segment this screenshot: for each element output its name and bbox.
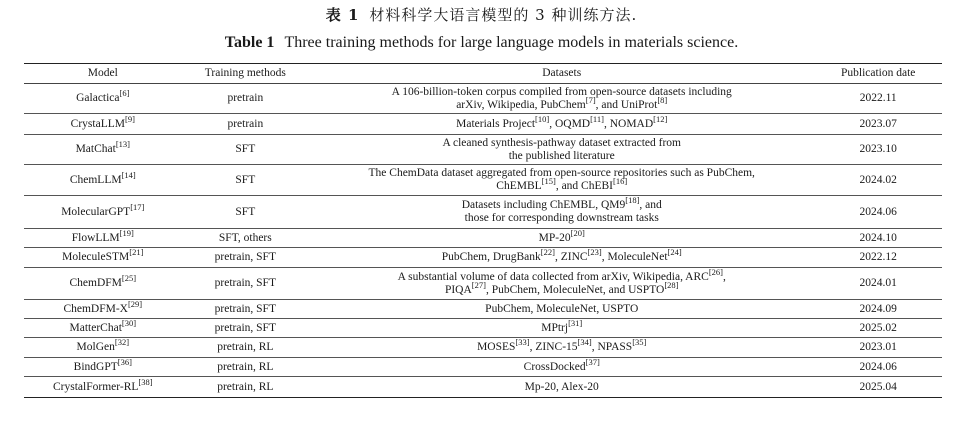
method-cell: pretrain	[182, 114, 309, 135]
table-row	[24, 229, 942, 248]
datasets-cell: The ChemData dataset aggregated from open-source repositories such as PubChem, ChEMBL[15], and ChEBI[16]	[309, 165, 814, 196]
date-cell: 2022.11	[814, 84, 942, 114]
method-cell: SFT, others	[182, 229, 309, 248]
table-row	[24, 165, 942, 196]
table-row	[24, 114, 942, 135]
table-row	[24, 319, 942, 338]
date-cell: 2024.06	[814, 196, 942, 229]
datasets-cell: Datasets including ChEMBL, QM9[18], and those for corresponding downstream tasks	[309, 196, 814, 229]
datasets-cell: MPtrj[31]	[309, 319, 814, 338]
table-row	[24, 135, 942, 165]
date-cell: 2024.02	[814, 165, 942, 196]
datasets-cell: CrossDocked[37]	[309, 358, 814, 377]
header-datasets: Datasets	[309, 64, 814, 84]
model-cell: MatterChat[30]	[24, 319, 182, 338]
datasets-cell: MOSES[33], ZINC-15[34], NPASS[35]	[309, 338, 814, 358]
model-cell: ChemDFM[25]	[24, 268, 182, 300]
methods-table	[24, 63, 942, 398]
method-cell: pretrain, SFT	[182, 248, 309, 268]
date-cell: 2025.02	[814, 319, 942, 338]
table-header-row	[24, 64, 942, 84]
datasets-cell: PubChem, DrugBank[22], ZINC[23], MoleculeNet[24]	[309, 248, 814, 268]
date-cell: 2023.10	[814, 135, 942, 165]
method-cell: pretrain, RL	[217, 380, 274, 393]
table-row	[24, 300, 942, 319]
datasets-cell: A substantial volume of data collected from arXiv, Wikipedia, ARC[26], PIQA[27], PubChem, MoleculeNet, and USPTO[28]	[309, 268, 814, 300]
caption-zh-label: 表 1	[325, 6, 360, 24]
date-cell: 2022.12	[814, 248, 942, 268]
datasets-cell: PubChem, MoleculeNet, USPTO	[309, 300, 814, 319]
date-cell: 2024.01	[814, 268, 942, 300]
date-cell: 2024.10	[814, 229, 942, 248]
table-row	[24, 338, 942, 358]
model-cell: MoleculeSTM[21]	[24, 248, 182, 268]
model-cell: CrystalFormer-RL[38]	[53, 376, 153, 393]
model-cell: FlowLLM[19]	[24, 229, 182, 248]
method-cell: SFT	[182, 135, 309, 165]
datasets-cell: A 106-billion-token corpus compiled from open-source datasets including arXiv, Wikipedia, PubChem[7], and UniProt[8]	[309, 84, 814, 114]
method-cell: pretrain, RL	[182, 358, 309, 377]
header-publication-date: Publication date	[814, 64, 942, 84]
method-cell: pretrain, RL	[182, 338, 309, 358]
caption-en-text: Three training methods for large language models in materials science.	[284, 34, 739, 51]
caption-english	[0, 34, 963, 52]
table-row	[24, 358, 942, 377]
datasets-cell: A cleaned synthesis-pathway dataset extracted from the published literature	[309, 135, 814, 165]
model-cell: MolecularGPT[17]	[24, 196, 182, 229]
date-cell: 2025.04	[859, 380, 897, 393]
method-cell: pretrain, SFT	[182, 268, 309, 300]
table-row	[24, 84, 942, 114]
model-cell: MolGen[32]	[24, 338, 182, 358]
model-cell: BindGPT[36]	[24, 358, 182, 377]
header-model: Model	[24, 64, 182, 84]
caption-zh-text: 材料科学大语言模型的 3 种训练方法.	[369, 6, 638, 24]
date-cell: 2024.09	[814, 300, 942, 319]
model-cell: ChemDFM-X[29]	[24, 300, 182, 319]
date-cell: 2023.01	[814, 338, 942, 358]
datasets-cell: Mp-20, Alex-20	[524, 380, 599, 393]
method-cell: pretrain	[182, 84, 309, 114]
model-cell: ChemLLM[14]	[24, 165, 182, 196]
caption-chinese	[0, 4, 963, 25]
date-cell: 2023.07	[814, 114, 942, 135]
table-row	[24, 268, 942, 300]
model-cell: MatChat[13]	[24, 135, 182, 165]
table-row	[24, 377, 942, 398]
datasets-cell: MP-20[20]	[309, 229, 814, 248]
method-cell: SFT	[182, 165, 309, 196]
method-cell: pretrain, SFT	[182, 319, 309, 338]
method-cell: pretrain, SFT	[182, 300, 309, 319]
table-row	[24, 248, 942, 268]
table-row	[24, 196, 942, 229]
model-cell: Galactica[6]	[24, 84, 182, 114]
method-cell: SFT	[182, 196, 309, 229]
model-cell: CrystaLLM[9]	[24, 114, 182, 135]
header-training-methods: Training methods	[182, 64, 309, 84]
caption-en-label: Table 1	[224, 34, 275, 51]
date-cell: 2024.06	[814, 358, 942, 377]
datasets-cell: Materials Project[10], OQMD[11], NOMAD[12]	[309, 114, 814, 135]
